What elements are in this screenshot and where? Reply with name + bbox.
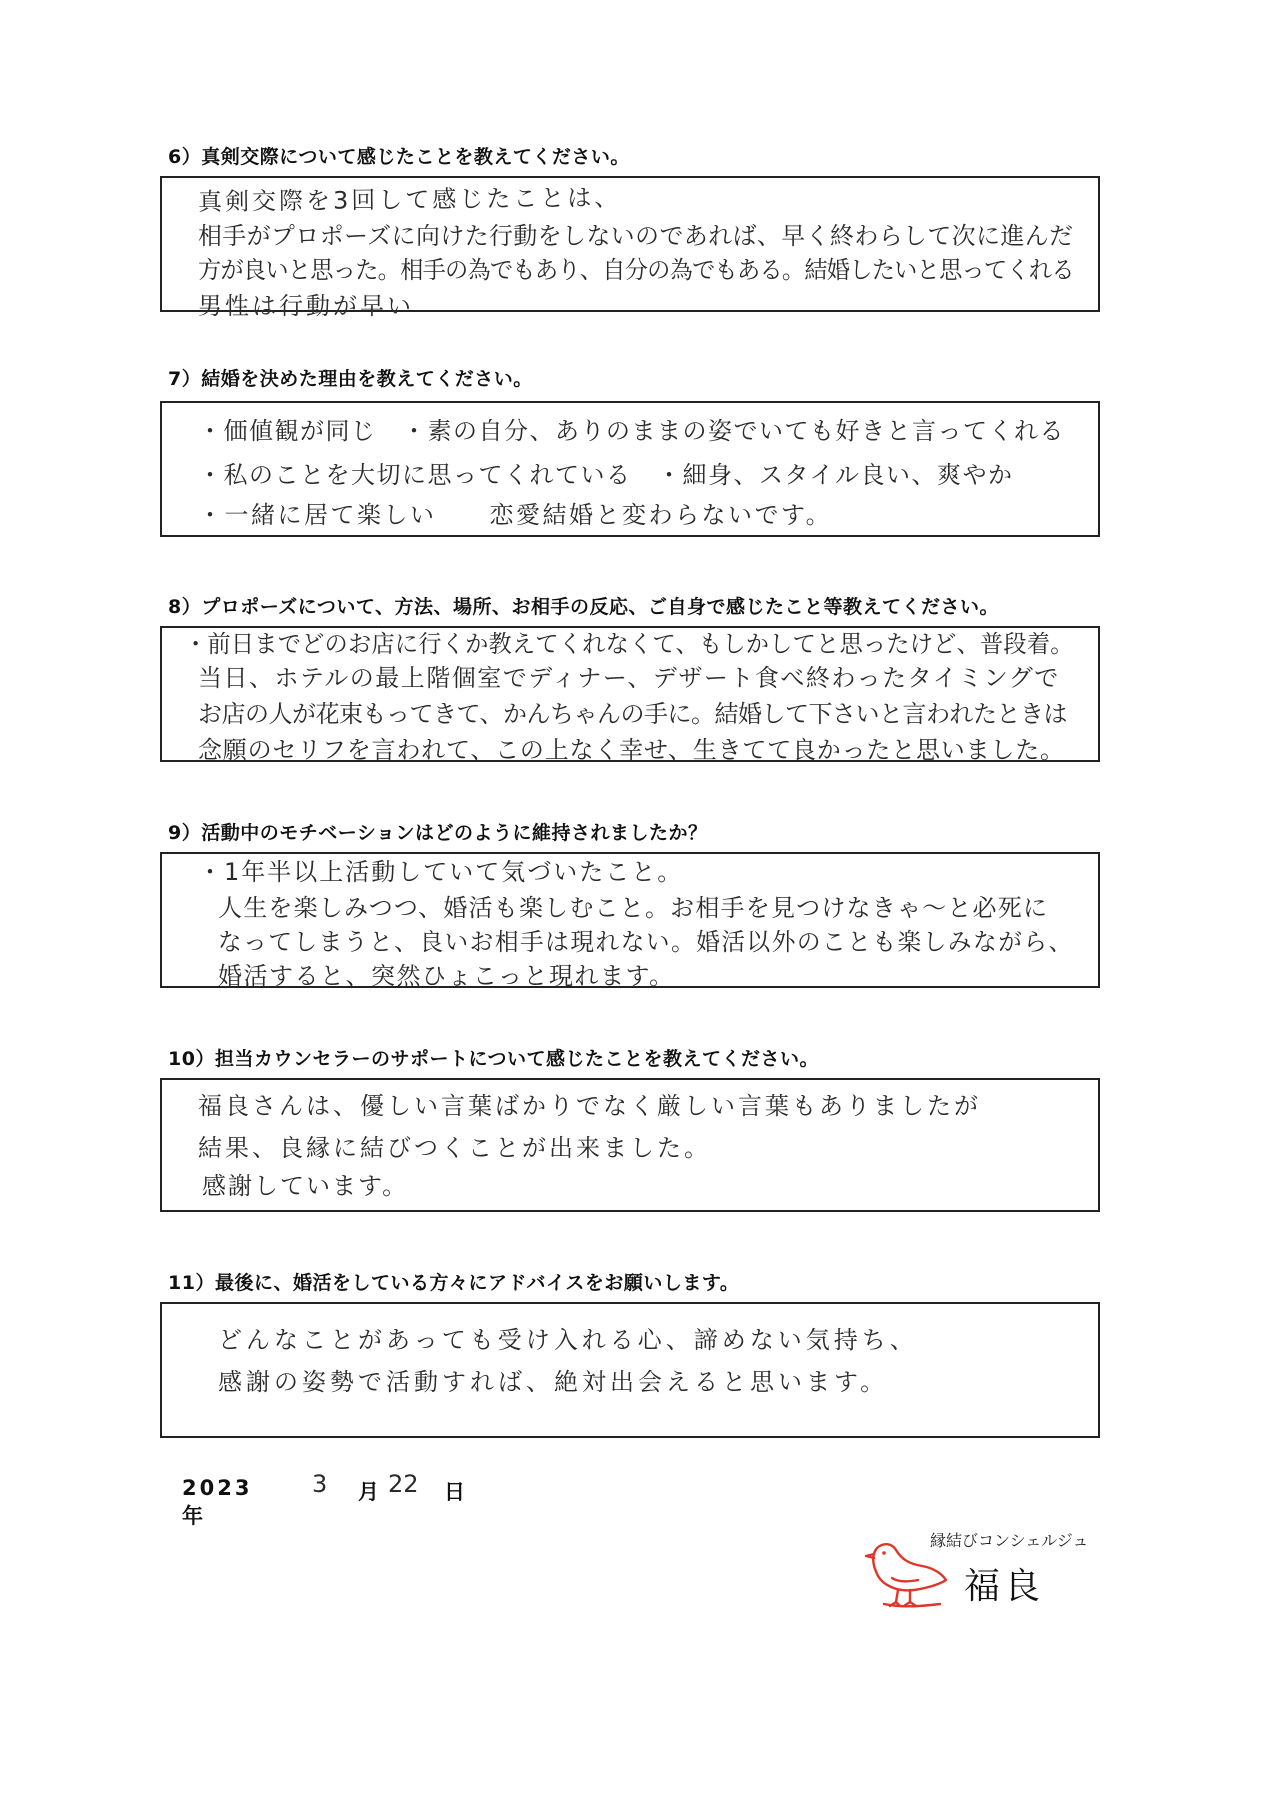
answer-8-box	[160, 626, 1100, 762]
answer-9-line-2: 人生を楽しみつつ、婚活も楽しむこと。お相手を見つけなきゃ〜と必死に	[218, 894, 1049, 922]
answer-11-line-2: 感謝の姿勢で活動すれば、絶対出会えると思います。	[218, 1368, 889, 1396]
question-7-title: 7）結婚を決めた理由を教えてください。	[168, 368, 533, 390]
answer-9-line-3: なってしまうと、良いお相手は現れない。婚活以外のことも楽しみながら、	[218, 928, 1074, 956]
answer-7-line-1: ・価値観が同じ ・素の自分、ありのままの姿でいても好きと言ってくれる	[198, 417, 1065, 445]
answer-11-line-1: どんなことがあっても受け入れる心、諦めない気持ち、	[218, 1326, 918, 1354]
logo-name: 福良	[964, 1566, 1045, 1607]
answer-8-line-4: 念願のセリフを言われて、この上なく幸せ、生きてて良かったと思いました。	[198, 736, 1065, 764]
answer-7-box	[160, 401, 1100, 537]
answer-6-line-3: 方が良いと思った。相手の為でもあり、自分の為でもある。結婚したいと思ってくれる	[198, 256, 1074, 284]
answer-6-line-1: 真剣交際を3回して感じたことは、	[197, 183, 622, 216]
logo-subtitle: 縁結びコンシェルジュ	[930, 1531, 1089, 1550]
question-6-title: 6）真剣交際について感じたことを教えてください。	[168, 146, 630, 168]
company-logo	[860, 1528, 1120, 1608]
question-9-title: 9）活動中のモチベーションはどのように維持されましたか？	[168, 822, 708, 844]
answer-8-line-1: ・前日までどのお店に行くか教えてくれなくて、もしかしてと思ったけど、普段着。	[184, 630, 1074, 658]
answer-6-line-2: 相手がプロポーズに向けた行動をしないのであれば、早く終わらして次に進んだ	[198, 222, 1074, 250]
answer-9-line-1: ・1年半以上活動していて気づいたこと。	[198, 858, 684, 886]
question-10-title: 10）担当カウンセラーのサポートについて感じたことを教えてください。	[168, 1048, 820, 1070]
answer-10-line-3: 感謝しています。	[202, 1172, 409, 1200]
answer-10-box	[160, 1078, 1100, 1212]
question-8-title: 8）プロポーズについて、方法、場所、お相手の反応、ご自身で感じたこと等教えてください。	[168, 596, 1000, 618]
answer-8-line-2: 当日、ホテルの最上階個室でディナー、デザート食べ終わったタイミングで	[198, 664, 1060, 692]
date-day-label: 日	[444, 1480, 468, 1504]
date-month-label: 月	[358, 1480, 382, 1504]
question-11-title: 11）最後に、婚活をしている方々にアドバイスをお願いします。	[168, 1272, 740, 1294]
answer-9-line-4: 婚活すると、突然ひょこっと現れます。	[218, 962, 675, 990]
answer-7-line-2: ・私のことを大切に思ってくれている ・細身、スタイル良い、爽やか	[198, 461, 1014, 489]
date-year: 2023年	[182, 1476, 253, 1528]
answer-8-line-3: お店の人が花束もってきて、かんちゃんの手に。結婚して下さいと言われたときは	[198, 700, 1068, 728]
answer-11-box	[160, 1302, 1100, 1438]
answer-7-line-3: ・一緒に居て楽しい 恋愛結婚と変わらないです。	[198, 501, 833, 529]
answer-6-line-4: 男性は行動が早い	[198, 292, 414, 320]
answer-9-box	[160, 852, 1100, 988]
date-day: 22	[388, 1470, 419, 1498]
answer-10-line-2: 結果、良縁に結びつくことが出来ました。	[198, 1134, 711, 1162]
answer-6-box	[160, 176, 1100, 320]
answer-10-line-1: 福良さんは、優しい言葉ばかりでなく厳しい言葉もありましたが	[198, 1092, 981, 1120]
date-month: 3	[312, 1470, 328, 1498]
